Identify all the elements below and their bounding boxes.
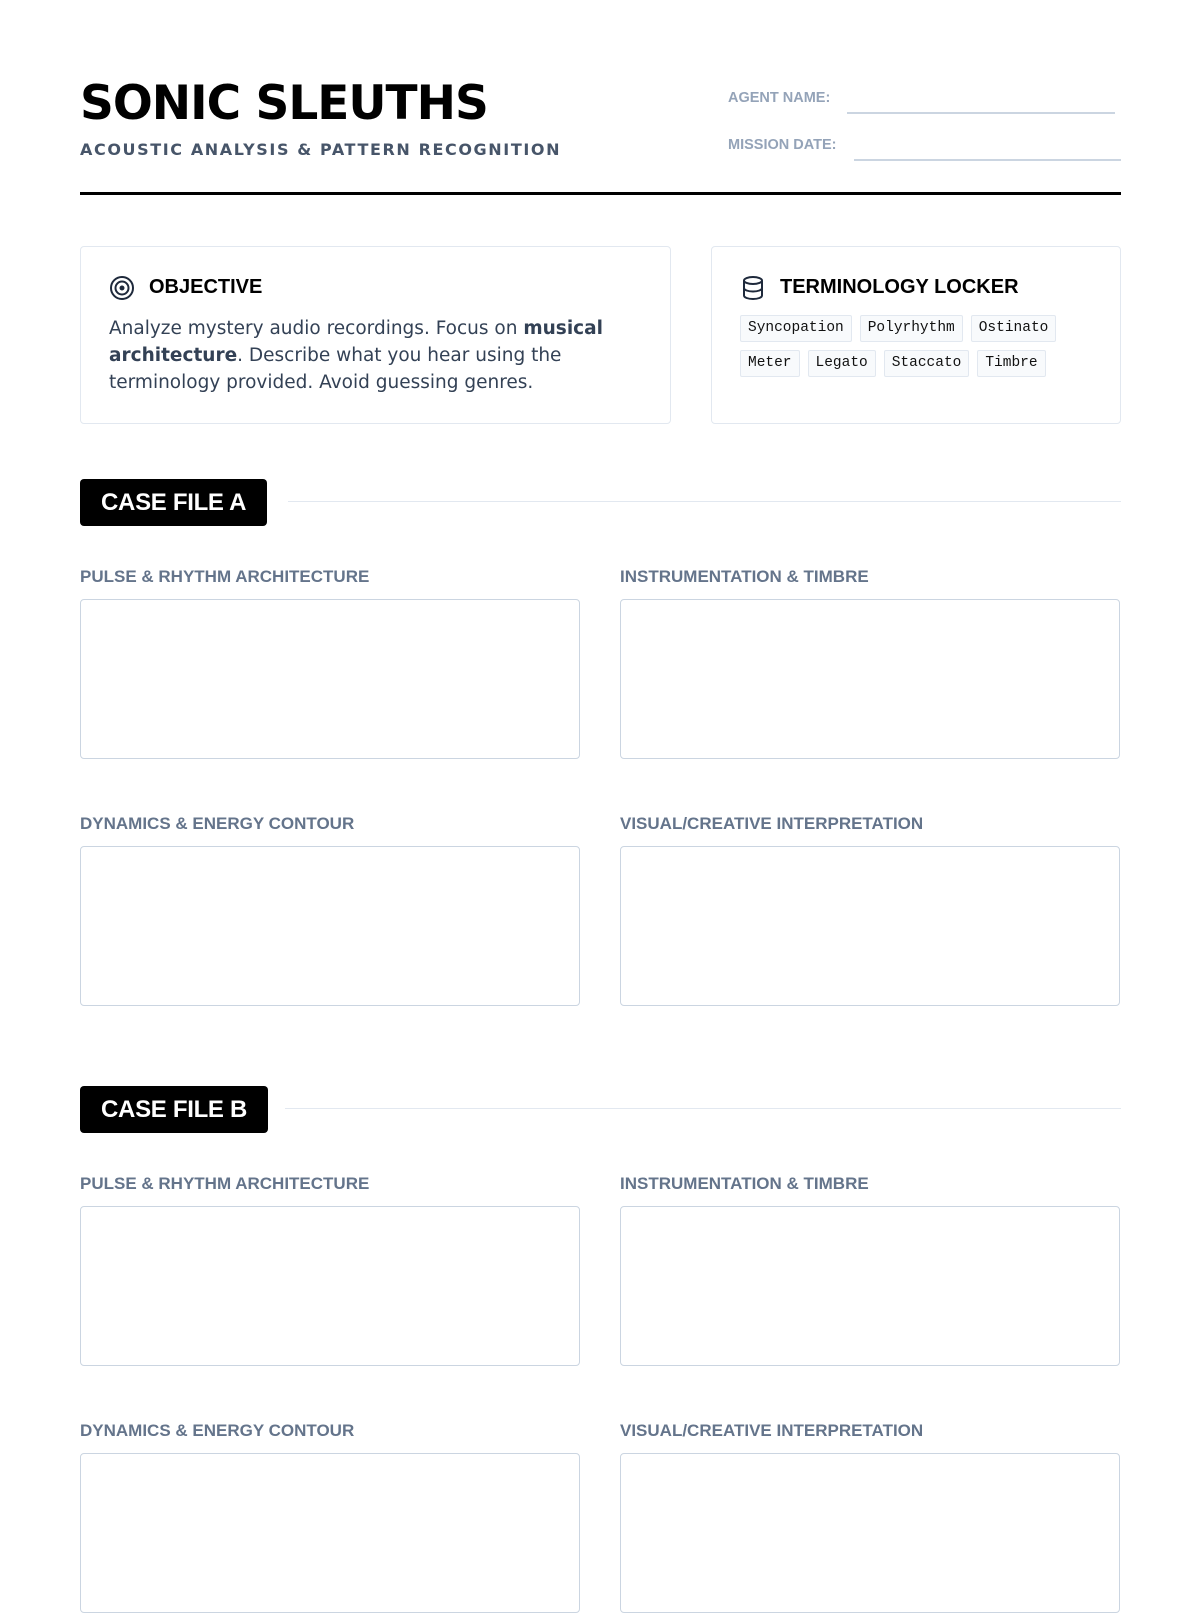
objective-card bbox=[80, 246, 671, 424]
terminology-title: TERMINOLOGY LOCKER bbox=[780, 276, 1019, 298]
case-a-rhythm-label: PULSE & RHYTHM ARCHITECTURE bbox=[80, 567, 370, 586]
case-a-dynamics-input[interactable] bbox=[80, 846, 580, 1006]
worksheet-header bbox=[80, 0, 1121, 195]
terminology-card bbox=[711, 246, 1121, 424]
case-a-instrumentation-input[interactable] bbox=[620, 599, 1120, 759]
case-a-interpretation-input[interactable] bbox=[620, 846, 1120, 1006]
case-a-rhythm-input[interactable] bbox=[80, 599, 580, 759]
case-b-rhythm-input[interactable] bbox=[80, 1206, 580, 1366]
mission-date-label: MISSION DATE: bbox=[728, 137, 837, 153]
objective-text-end: . Describe what you hear using the terminology provided. Avoid guessing genres. bbox=[109, 345, 562, 393]
section-divider bbox=[288, 501, 1121, 502]
objective-title: OBJECTIVE bbox=[149, 276, 263, 298]
database-icon bbox=[740, 275, 766, 301]
page-subtitle: ACOUSTIC ANALYSIS & PATTERN RECOGNITION bbox=[80, 140, 562, 159]
agent-name-field[interactable] bbox=[847, 112, 1115, 114]
term-chip: Polyrhythm bbox=[860, 315, 963, 342]
section-divider bbox=[285, 1108, 1121, 1109]
objective-text bbox=[109, 315, 639, 396]
term-chip-row bbox=[740, 350, 1100, 377]
mission-date-field[interactable] bbox=[854, 159, 1121, 161]
term-chips bbox=[740, 315, 1100, 385]
term-chip: Meter bbox=[740, 350, 800, 377]
case-file-b-badge: CASE FILE B bbox=[80, 1086, 268, 1133]
term-chip: Legato bbox=[808, 350, 876, 377]
term-chip: Timbre bbox=[977, 350, 1045, 377]
case-a-dynamics-label: DYNAMICS & ENERGY CONTOUR bbox=[80, 814, 355, 833]
page-title: SONIC SLEUTHS bbox=[80, 76, 488, 131]
case-a-instrumentation-label: INSTRUMENTATION & TIMBRE bbox=[620, 567, 869, 586]
objective-text-start: Analyze mystery audio recordings. Focus on bbox=[109, 318, 524, 339]
case-b-interpretation-input[interactable] bbox=[620, 1453, 1120, 1613]
agent-name-label: AGENT NAME: bbox=[728, 90, 831, 106]
case-file-a-header bbox=[80, 479, 1121, 527]
target-icon bbox=[109, 275, 135, 301]
term-chip-row bbox=[740, 315, 1100, 342]
case-file-a-badge: CASE FILE A bbox=[80, 479, 267, 526]
case-b-interpretation-label: VISUAL/CREATIVE INTERPRETATION bbox=[620, 1421, 924, 1440]
term-chip: Syncopation bbox=[740, 315, 852, 342]
case-b-instrumentation-input[interactable] bbox=[620, 1206, 1120, 1366]
case-b-instrumentation-label: INSTRUMENTATION & TIMBRE bbox=[620, 1174, 869, 1193]
term-chip: Ostinato bbox=[971, 315, 1057, 342]
mission-date-row bbox=[728, 133, 1121, 161]
case-b-rhythm-label: PULSE & RHYTHM ARCHITECTURE bbox=[80, 1174, 370, 1193]
case-b-dynamics-input[interactable] bbox=[80, 1453, 580, 1613]
agent-name-row bbox=[728, 86, 1121, 114]
term-chip: Staccato bbox=[884, 350, 970, 377]
case-a-interpretation-label: VISUAL/CREATIVE INTERPRETATION bbox=[620, 814, 924, 833]
case-b-dynamics-label: DYNAMICS & ENERGY CONTOUR bbox=[80, 1421, 355, 1440]
objective-text-emphasis: musical architecture bbox=[109, 318, 603, 366]
case-file-b-header bbox=[80, 1086, 1121, 1134]
